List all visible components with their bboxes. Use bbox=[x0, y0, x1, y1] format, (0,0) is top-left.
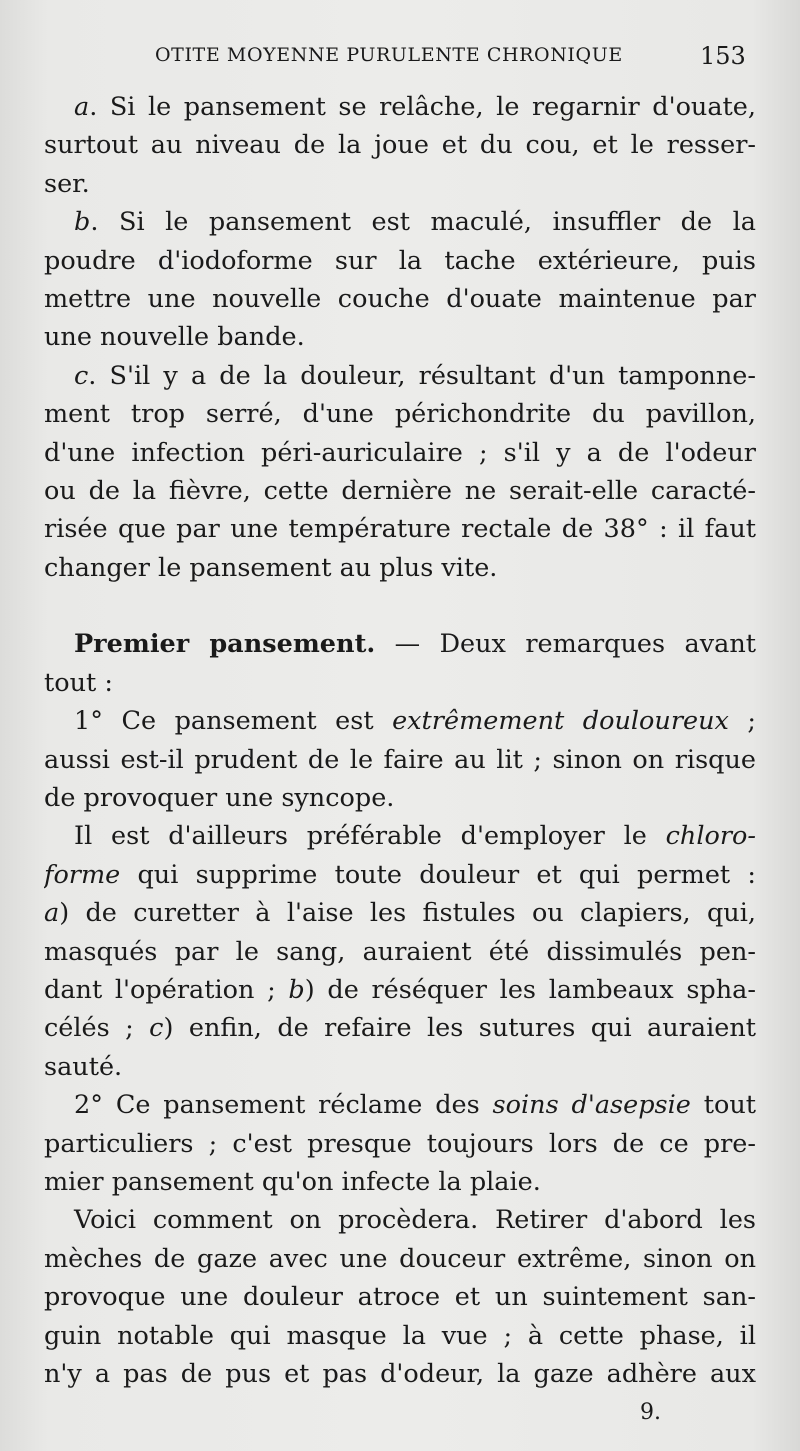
section-heading: Premier pansement. bbox=[74, 629, 376, 660]
text-line: aussi est-il prudent de le faire au lit ; sinon on risque bbox=[44, 744, 756, 775]
text-line bbox=[44, 702, 756, 740]
item-letter: b bbox=[74, 207, 91, 238]
text-line: provoque une douleur atroce et un suintement san- bbox=[44, 1282, 756, 1313]
line-text: 2° Ce pansement réclame des bbox=[74, 1090, 493, 1121]
text-line: de provoquer une syncope. bbox=[44, 783, 395, 814]
line-text: — Deux remarques avant bbox=[375, 629, 756, 660]
text-line: d'une infection péri-auriculaire ; s'il y a de l'odeur bbox=[44, 437, 756, 468]
line-text: ) enfin, de refaire les sutures qui auraient bbox=[163, 1013, 756, 1044]
item-letter: c bbox=[149, 1013, 164, 1044]
text-line: Voici comment on procèdera. Retirer d'abord les bbox=[74, 1205, 756, 1236]
line-text: . Si le pansement est maculé, insuffler de la bbox=[90, 207, 756, 238]
item-letter: c bbox=[74, 360, 89, 391]
signature-mark: 9. bbox=[640, 1400, 661, 1425]
emphasis-text: forme bbox=[44, 859, 121, 890]
text-line: ser. bbox=[44, 168, 90, 199]
line-text: . S'il y a de la douleur, résultant d'un tamponne- bbox=[88, 360, 756, 391]
text-line: mèches de gaze avec une douceur extrême, sinon on bbox=[44, 1243, 756, 1274]
text-line bbox=[44, 971, 756, 1009]
item-letter: b bbox=[288, 974, 305, 1005]
emphasis-text: chloro- bbox=[665, 821, 756, 852]
page-number: 153 bbox=[700, 42, 746, 70]
text-line: une nouvelle bande. bbox=[44, 322, 305, 353]
emphasis-text: extrêmement douloureux bbox=[392, 706, 729, 737]
line-text: Il est d'ailleurs préférable d'employer le bbox=[74, 821, 666, 852]
line-text: . Si le pansement se relâche, le regarnir d'ouate, bbox=[89, 92, 756, 122]
text-line: tout : bbox=[44, 667, 113, 698]
text-line bbox=[44, 625, 756, 663]
text-line bbox=[44, 817, 756, 855]
line-text: ) de réséquer les lambeaux spha- bbox=[304, 974, 756, 1005]
text-line bbox=[44, 894, 756, 932]
text-line bbox=[44, 1086, 756, 1124]
text-line: masqués par le sang, auraient été dissimulés pen- bbox=[44, 936, 756, 967]
line-text: célés ; bbox=[44, 1013, 150, 1044]
text-line bbox=[44, 856, 756, 894]
line-text: tout bbox=[690, 1090, 756, 1121]
text-line: mier pansement qu'on infecte la plaie. bbox=[44, 1166, 541, 1197]
text-line: changer le pansement au plus vite. bbox=[44, 552, 498, 583]
line-text: 1° Ce pansement est bbox=[74, 706, 393, 737]
item-letter: a bbox=[44, 898, 60, 929]
page-header bbox=[0, 40, 800, 76]
text-line: mettre une nouvelle couche d'ouate maintenue par bbox=[44, 283, 756, 314]
text-line: sauté. bbox=[44, 1051, 123, 1082]
line-text: dant l'opération ; bbox=[44, 974, 289, 1005]
line-text: ) de curetter à l'aise les fistules ou clapiers, qui, bbox=[59, 898, 756, 929]
emphasis-text: soins d'asepsie bbox=[492, 1090, 691, 1121]
text-line: particuliers ; c'est presque toujours lors de ce pre- bbox=[44, 1128, 756, 1159]
body-text bbox=[44, 88, 756, 1393]
text-line: surtout au niveau de la joue et du cou, et le resser- bbox=[44, 130, 756, 161]
text-line: risée que par une température rectale de 38° : il faut bbox=[44, 514, 756, 545]
text-line bbox=[44, 203, 756, 241]
line-text: ; bbox=[728, 706, 756, 737]
text-line: guin notable qui masque la vue ; à cette phase, il bbox=[44, 1320, 756, 1351]
text-line: ment trop serré, d'une périchondrite du pavillon, bbox=[44, 399, 756, 430]
text-line: ou de la fièvre, cette dernière ne serait-elle caracté- bbox=[44, 475, 756, 506]
text-line: n'y a pas de pus et pas d'odeur, la gaze adhère aux bbox=[44, 1358, 756, 1389]
text-line bbox=[44, 1009, 756, 1047]
item-letter: a bbox=[74, 92, 90, 122]
text-line bbox=[44, 357, 756, 395]
paragraph-gap bbox=[44, 587, 756, 625]
text-line: poudre d'iodoforme sur la tache extérieure, puis bbox=[44, 245, 756, 276]
running-title: OTITE MOYENNE PURULENTE CHRONIQUE bbox=[155, 44, 623, 66]
text-line bbox=[44, 88, 756, 126]
line-text: qui supprime toute douleur et qui permet : bbox=[120, 859, 756, 890]
